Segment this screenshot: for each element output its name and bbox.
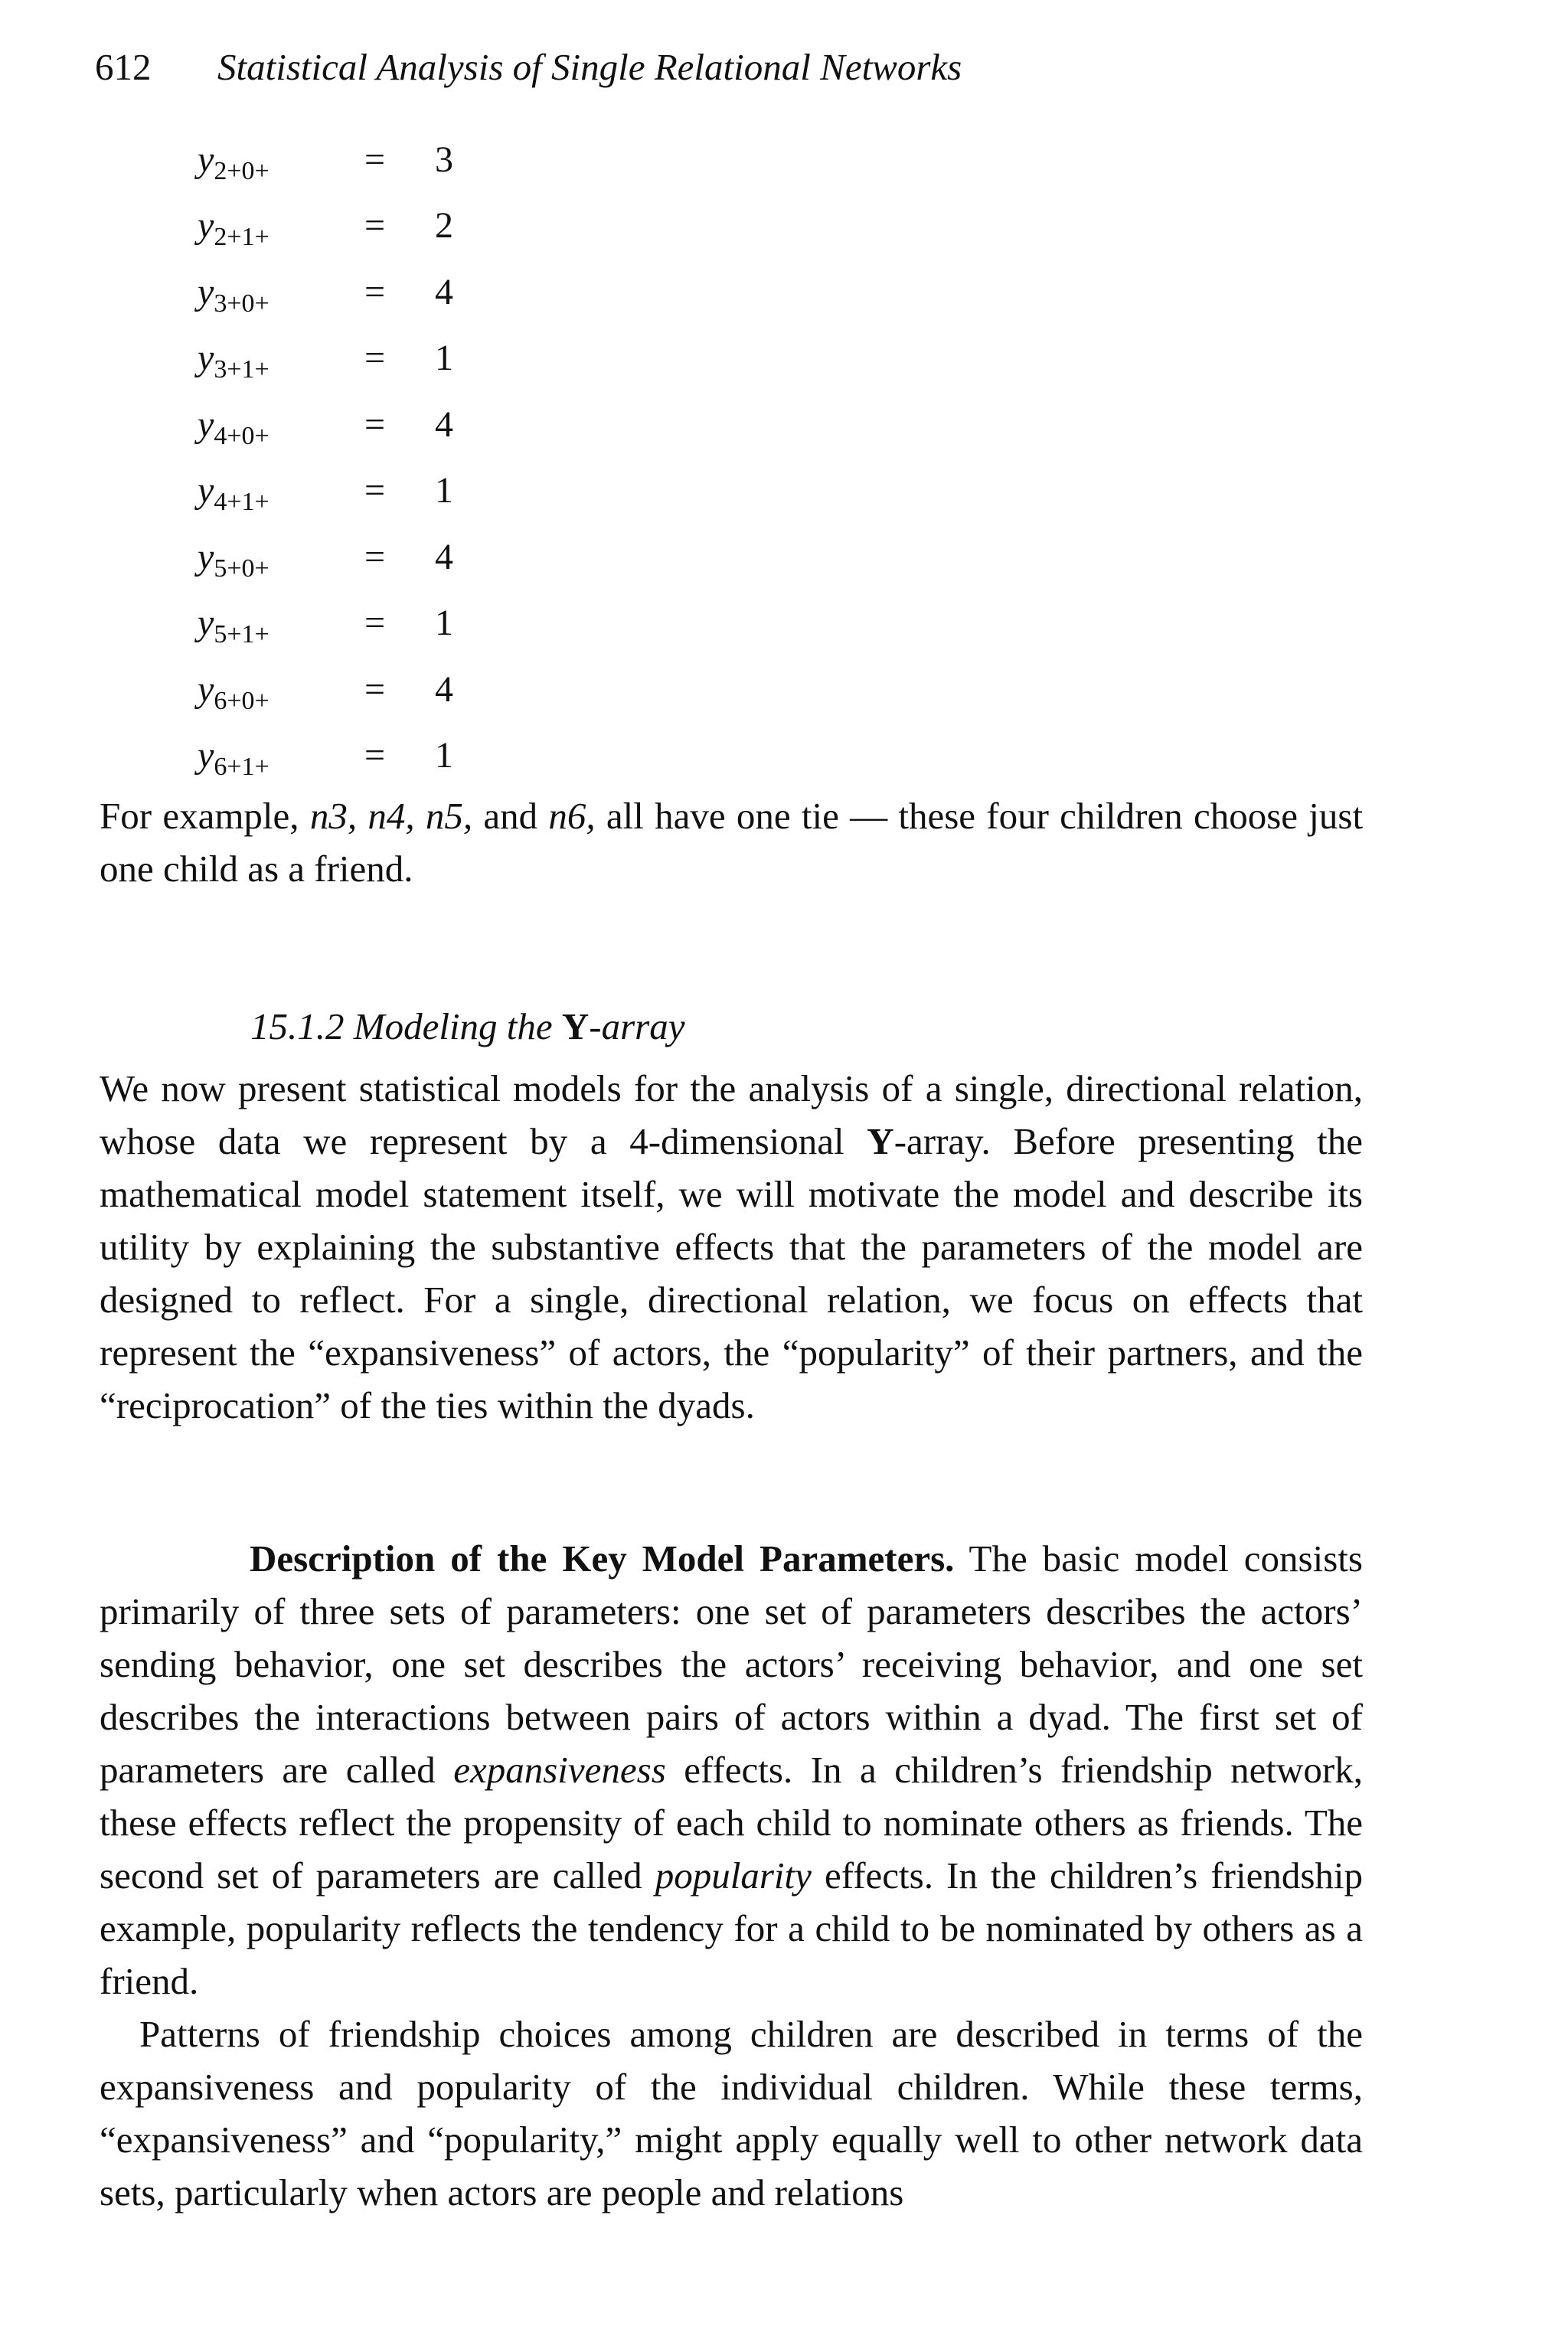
section-title: Modeling the (353, 1005, 553, 1047)
paragraph (100, 2008, 1363, 2219)
equals-sign: = (364, 403, 386, 445)
equation-value: 2 (435, 205, 453, 247)
equation-value: 4 (435, 536, 453, 577)
text-run: For example, (100, 795, 299, 837)
description-section (100, 1532, 1363, 2219)
actor-symbol: n6, (548, 795, 596, 837)
equation-lhs: $y_{2+0+}$ (198, 139, 270, 185)
equation-lhs: $y_{5+0+}$ (198, 536, 270, 583)
equals-sign: = (364, 271, 386, 312)
equation-lhs: $y_{6+0+}$ (198, 668, 270, 715)
run-in-heading: Description of the Key Model Parameters. (250, 1537, 955, 1580)
equation-row (198, 723, 657, 789)
equation-lhs: $y_{2+1+}$ (198, 205, 270, 252)
paragraph (100, 1532, 1363, 2008)
text-run: and (483, 795, 538, 837)
text-run: -array. Before presenting the mathematical model statement itself, we will motivate the model and describe its utility by explaining the substantive effects that the parameters of the model are designed to reflect. For a single, directional relation, we focus on effects that represent the “expansiveness” of actors, the “popularity” of their partners, and the “reciprocation” of the ties within the dyads. (100, 1120, 1363, 1426)
paragraph (100, 1062, 1363, 1432)
section-number: 15.1.2 (250, 1005, 345, 1047)
equation-lhs: $y_{3+0+}$ (198, 271, 270, 318)
text-run: Patterns of friendship choices among children are described in terms of the expansiveness and popularity of the individual children. While these terms, “expansiveness” and “popularity,” might apply equally well to other network data sets, particularly when actors are people and relations (100, 2013, 1363, 2213)
page-number: 612 (95, 46, 152, 88)
text-run: effects. In the children’s friendship example, popularity reflects the tendency for a child to be nominated by others as a friend. (100, 1854, 1364, 2002)
equation-lhs: $y_{3+1+}$ (198, 338, 270, 384)
term-expansiveness: expansiveness (453, 1749, 666, 1791)
example-paragraph (100, 789, 1363, 895)
equation-lhs: $y_{5+1+}$ (198, 603, 270, 649)
equals-sign: = (364, 205, 386, 247)
equation-row (198, 656, 657, 723)
equation-value: 3 (435, 139, 453, 180)
text-run: all have one tie — these four children choose just one child as a friend. (100, 795, 1364, 890)
equation-row (198, 458, 657, 524)
equation-lhs: $y_{6+1+}$ (198, 735, 270, 782)
running-header (95, 44, 1366, 90)
equation-row (198, 391, 657, 458)
actor-list: n3, n4, n5, (309, 795, 473, 837)
equals-sign: = (364, 735, 386, 776)
section-heading (250, 1004, 685, 1050)
equation-value: 4 (435, 403, 453, 445)
equation-value: 4 (435, 668, 453, 710)
term-popularity: popularity (655, 1854, 812, 1897)
text-run: effects. In a children’s friendship network, these effects reflect the propensity of each child to nominate others as friends. The second set of parameters are called (100, 1749, 1364, 1897)
equation-row (198, 325, 657, 392)
equation-row (198, 590, 657, 657)
running-title: Statistical Analysis of Single Relational Networks (217, 46, 962, 88)
equation-value: 1 (435, 603, 453, 644)
equation-value: 1 (435, 735, 453, 776)
paragraph (100, 789, 1363, 895)
equals-sign: = (364, 470, 386, 511)
equation-lhs: $y_{4+0+}$ (198, 403, 270, 450)
equals-sign: = (364, 536, 386, 577)
y-array-symbol: Y (867, 1120, 894, 1162)
equals-sign: = (364, 338, 386, 379)
text-run: We now present statistical models for the analysis of a single, directional relation, whose data we represent by a 4-dimensional (100, 1067, 1363, 1162)
equation-block (198, 126, 657, 789)
section-title-symbol: Y (561, 1005, 590, 1047)
equation-value: 4 (435, 271, 453, 312)
equation-row (198, 524, 657, 590)
equals-sign: = (364, 668, 386, 710)
equals-sign: = (364, 139, 386, 180)
equation-value: 1 (435, 338, 453, 379)
equals-sign: = (364, 603, 386, 644)
equation-row (198, 126, 657, 193)
equation-value: 1 (435, 470, 453, 511)
equation-row (198, 193, 657, 260)
equation-row (198, 259, 657, 325)
equation-lhs: $y_{4+1+}$ (198, 470, 270, 517)
section-title-suffix: -array (589, 1005, 685, 1047)
text-run: The basic model consists primarily of three sets of parameters: one set of parameters describes the actors’ sending behavior, one set describes the actors’ receiving behavior, and one set describes the interactions between pairs of actors within a dyad. The first set of parameters are called (100, 1537, 1363, 1791)
section-intro-paragraph (100, 1062, 1363, 1432)
